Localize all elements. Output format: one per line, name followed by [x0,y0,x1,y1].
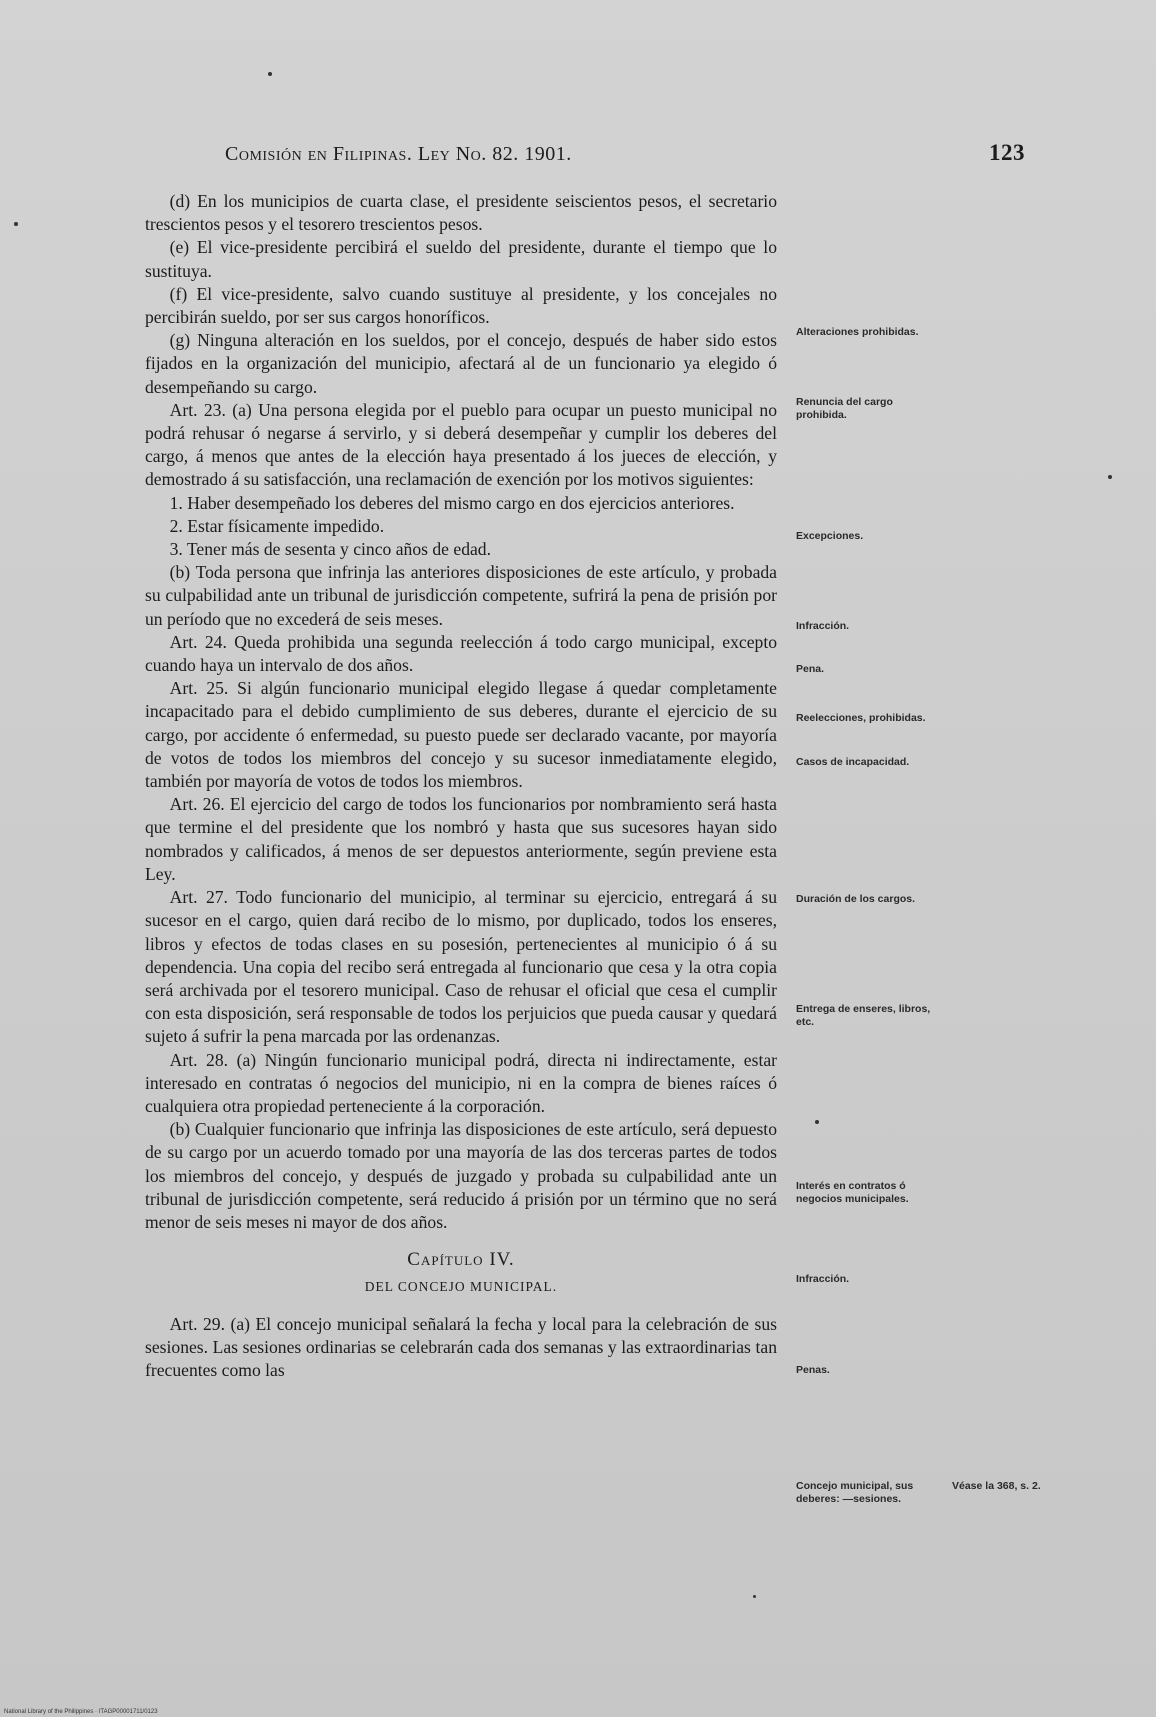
paper-speck [1108,475,1112,479]
margin-note-alteraciones: Alteraciones prohibidas. [796,326,919,338]
paper-speck [815,1120,819,1124]
exemption-3: 3. Tener más de sesenta y cinco años de edad. [169,539,491,560]
margin-note-duracion: Duración de los cargos. [796,893,916,905]
margin-note-excepciones: Excepciones. [796,530,864,542]
paper-speck [14,222,18,226]
article-23-a: Art. 23. (a) Una persona elegida por el pueblo para ocupar un puesto municipal no podrá rehusar ó negarse á servirlo, y si deberá desempeñar y cumplir los deberes del cargo, á menos que antes de la elección haya presentado á los jueces de elección, y demostrado á su satisfacción, una reclamación de exención por los motivos siguientes: [145,399,777,490]
paragraph-d: (d) En los municipios de cuarta clase, el presidente seiscientos pesos, el secretario trescientos pesos y el tesorero trescientos pesos. [145,191,777,235]
exemption-2: 2. Estar físicamente impedido. [169,515,385,536]
paragraph-g: (g) Ninguna alteración en los sueldos, por el concejo, después de haber sido estos fijados en la organización del municipio, afectará al de un funcionario ya elegido ó desempeñando su cargo. [145,330,777,397]
running-title: Comisión en Filipinas. Ley No. 82. 1901. [225,143,572,165]
page-number: 123 [989,140,1025,165]
margin-note-renuncia: Renuncia del cargo prohibida. [796,396,893,421]
margin-note-reelecciones: Reelecciones, prohibidas. [796,712,926,724]
paper-speck [753,1595,756,1598]
margin-note-infraccion-2: Infracción. [796,1273,850,1285]
margin-note-concejo: Concejo municipal, sus deberes: —sesiones. [796,1480,914,1505]
article-24: Art. 24. Queda prohibida una segunda reelección á todo cargo municipal, excepto cuando haya un intervalo de dos años. [145,631,777,676]
margin-note-interes: Interés en contratos ó negocios municipales. [796,1180,909,1205]
article-29-a: Art. 29. (a) El concejo municipal señalará la fecha y local para la celebración de sus sesiones. Las sesiones ordinarias se celebrarán cada dos semanas y las extraordinarias tan frecuentes como las [145,1313,777,1380]
paragraph-f: (f) El vice-presidente, salvo cuando sustituye al presidente, y los concejales no percibirán sueldo, por ser sus cargos honoríficos. [145,283,777,328]
margin-note-infraccion: Infracción. [796,620,850,632]
margin-note-entrega: Entrega de enseres, libros, etc. [796,1003,931,1028]
margin-note-penas: Penas. [796,1364,830,1376]
paper-speck [268,72,272,76]
body-text [145,190,777,1382]
exemption-1: 1. Haber desempeñado los deberes del mismo cargo en dos ejercicios anteriores. [169,492,735,513]
chapter-subtitle: DEL CONCEJO MUNICIPAL. [364,1279,558,1295]
scan-footer: National Library of the Philippines · ITAGP00001711/0123 [4,1709,158,1715]
article-28-a: Art. 28. (a) Ningún funcionario municipal podrá, directa ni indirectamente, estar interesado en contratas ó negocios del municipio, ni en la compra de bienes raíces ó cualquiera otra propiedad perteneciente á la corporación. [145,1049,777,1116]
article-27: Art. 27. Todo funcionario del municipio, al terminar su ejercicio, entregará á su sucesor en el cargo, quien dará recibo de lo mismo, por duplicado, todos los enseres, libros y efectos de todas clases en su posesión, pertenecientes al municipio ó á su dependencia. Una copia del recibo será entregada al funcionario que cesa y la otra copia será archivada por el tesorero municipal. Caso de rehusar el oficial que cesa el cumplir con esta disposición, será responsable de todos los perjuicios que pueda causar y quedará sujeto á sufrir la pena marcada por las ordenanzas. [145,887,777,1047]
margin-note-vease: Véase la 368, s. 2. [952,1480,1041,1492]
article-25: Art. 25. Si algún funcionario municipal elegido llegase á quedar completamente incapacitado para el debido cumplimiento de sus deberes, durante el ejercicio de su cargo, por accidente ó enfermedad, su puesto puede ser declarado vacante, por mayoría de votos de todos los miembros del concejo y su sucesor inmediatamente elegido, también por mayoría de votos de todos los miembros. [145,678,777,792]
chapter-title: Capítulo IV. [407,1249,515,1271]
margin-note-incapacidad: Casos de incapacidad. [796,756,910,768]
article-23-b: (b) Toda persona que infrinja las anteriores disposiciones de este artículo, y probada su culpabilidad ante un tribunal de jurisdicción competente, sufrirá la pena de prisión por un período que no excederá de seis meses. [145,562,777,629]
page-header [155,140,1025,166]
margin-note-pena: Pena. [796,663,825,675]
article-28-b: (b) Cualquier funcionario que infrinja las disposiciones de este artículo, será depuesto de su cargo por un acuerdo tomado por una mayoría de las dos terceras partes de todos los miembros del concejo, y después de juzgado y probada su culpabilidad ante un tribunal de jurisdicción competente, será reducido á prisión por un término que no será menor de seis meses ni mayor de dos años. [145,1119,777,1232]
article-26: Art. 26. El ejercicio del cargo de todos los funcionarios por nombramiento será hasta que termine el del presidente que los nombró y hasta que sus sucesores hayan sido nombrados y calificados, á menos de ser depuestos anteriormente, según previene esta Ley. [145,794,777,884]
paragraph-e: (e) El vice-presidente percibirá el sueldo del presidente, durante el tiempo que lo sustituya. [145,237,777,281]
